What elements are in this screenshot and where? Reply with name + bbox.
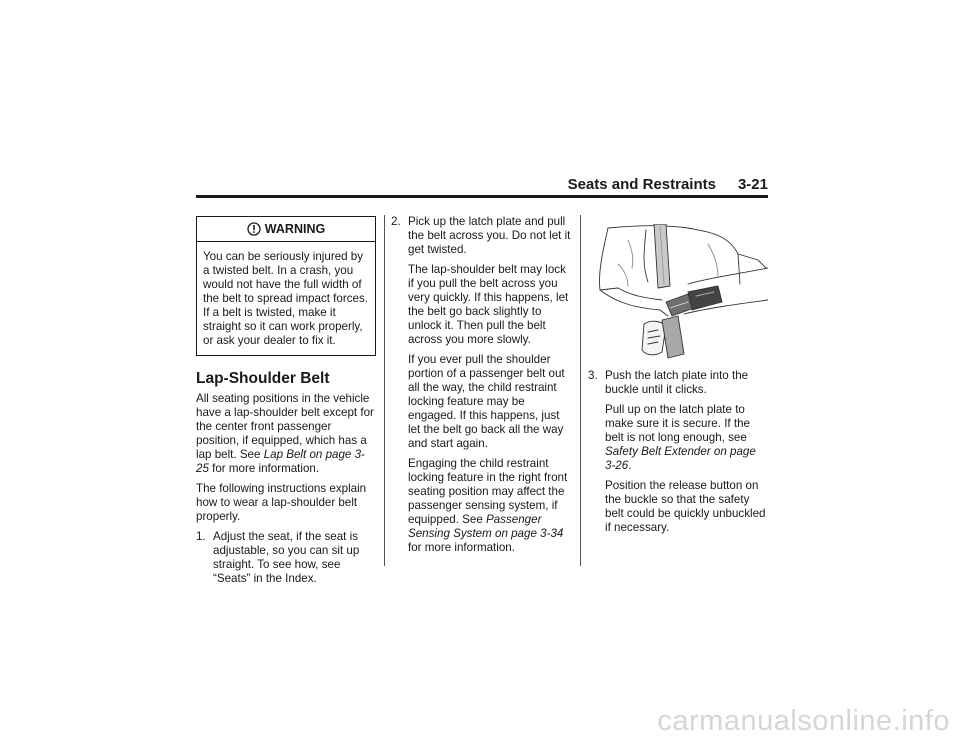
instructions-paragraph: The following instructions explain how to wear a lap-shoulder belt properly. [196, 482, 367, 523]
passenger-sensing-paragraph [391, 457, 573, 555]
secure-text: Pull up on the latch plate to make sure it is secure. If the belt is not long enough, see [605, 403, 750, 444]
secure-paragraph [588, 403, 768, 473]
passenger-sensing-text-end: for more information. [408, 541, 515, 554]
intro-paragraph [196, 392, 376, 476]
page-number: 3-21 [737, 176, 768, 193]
column-2 [391, 215, 573, 561]
warning-title: WARNING [264, 222, 326, 236]
belt-extender-reference[interactable]: Safety Belt Extender on page 3-26 [605, 445, 756, 472]
column-divider-1 [384, 215, 385, 566]
passenger-sensing-text: Engaging the child restraint locking feature in the right front seating position may affect the passenger sensing system, if equipped. See [408, 457, 568, 526]
passenger-sensing-reference[interactable]: Passenger Sensing System on page 3-34 [408, 513, 564, 540]
step-1 [196, 530, 376, 586]
column-3 [588, 224, 768, 541]
intro-text-end: for more information. [208, 462, 320, 475]
lap-belt-reference[interactable]: Lap Belt on page 3-25 [196, 448, 365, 475]
column-divider-2 [580, 215, 581, 566]
column-1 [196, 216, 376, 586]
intro-text: All seating positions in the vehicle have a lap-shoulder belt except for the center front passenger position, if equipped, which has a lap belt. See [196, 392, 374, 461]
step-number: 1. [196, 530, 206, 543]
child-restraint-paragraph: If you ever pull the shoulder portion of a passenger belt out all the way, the child restraint locking feature may be engaged. If this happens, just let the belt go back all the way and start again. [408, 353, 565, 450]
step-number: 2. [391, 215, 401, 228]
latch-plate-buckle-illustration [588, 224, 768, 359]
secure-text-end: . [628, 459, 632, 472]
step-3 [588, 369, 768, 397]
watermark: carmanualsonline.info [657, 705, 950, 737]
warning-body [197, 242, 375, 355]
release-button-paragraph: Position the release button on the buckle so that the safety belt could be quickly unbuckled if necessary. [605, 479, 766, 534]
warning-text: You can be seriously injured by a twisted belt. In a crash, you would not have the full width of the belt to spread impact forces. If a belt is twisted, make it straight so it can work properly, or ask your dealer to fix it. [203, 250, 368, 347]
section-title: Seats and Restraints [567, 176, 716, 193]
step-text: Push the latch plate into the buckle until it clicks. [605, 369, 749, 396]
lap-shoulder-belt-heading: Lap-Shoulder Belt [196, 370, 330, 387]
lock-paragraph: The lap-shoulder belt may lock if you pull the belt across you very quickly. If this happens, let the belt go back slightly to unlock it. Then pull the belt across you more slowly. [408, 263, 569, 346]
step-text: Adjust the seat, if the seat is adjustable, so you can sit up straight. To see how, see “Seats” in the Index. [213, 530, 360, 585]
step-text: Pick up the latch plate and pull the belt across you. Do not let it get twisted. [408, 215, 571, 256]
warning-circle-exclamation-icon [247, 222, 261, 236]
header-rule [196, 195, 768, 198]
warning-header [197, 217, 375, 242]
warning-box [196, 216, 376, 356]
step-2 [391, 215, 573, 257]
page-header [196, 176, 768, 194]
step-number: 3. [588, 369, 598, 382]
